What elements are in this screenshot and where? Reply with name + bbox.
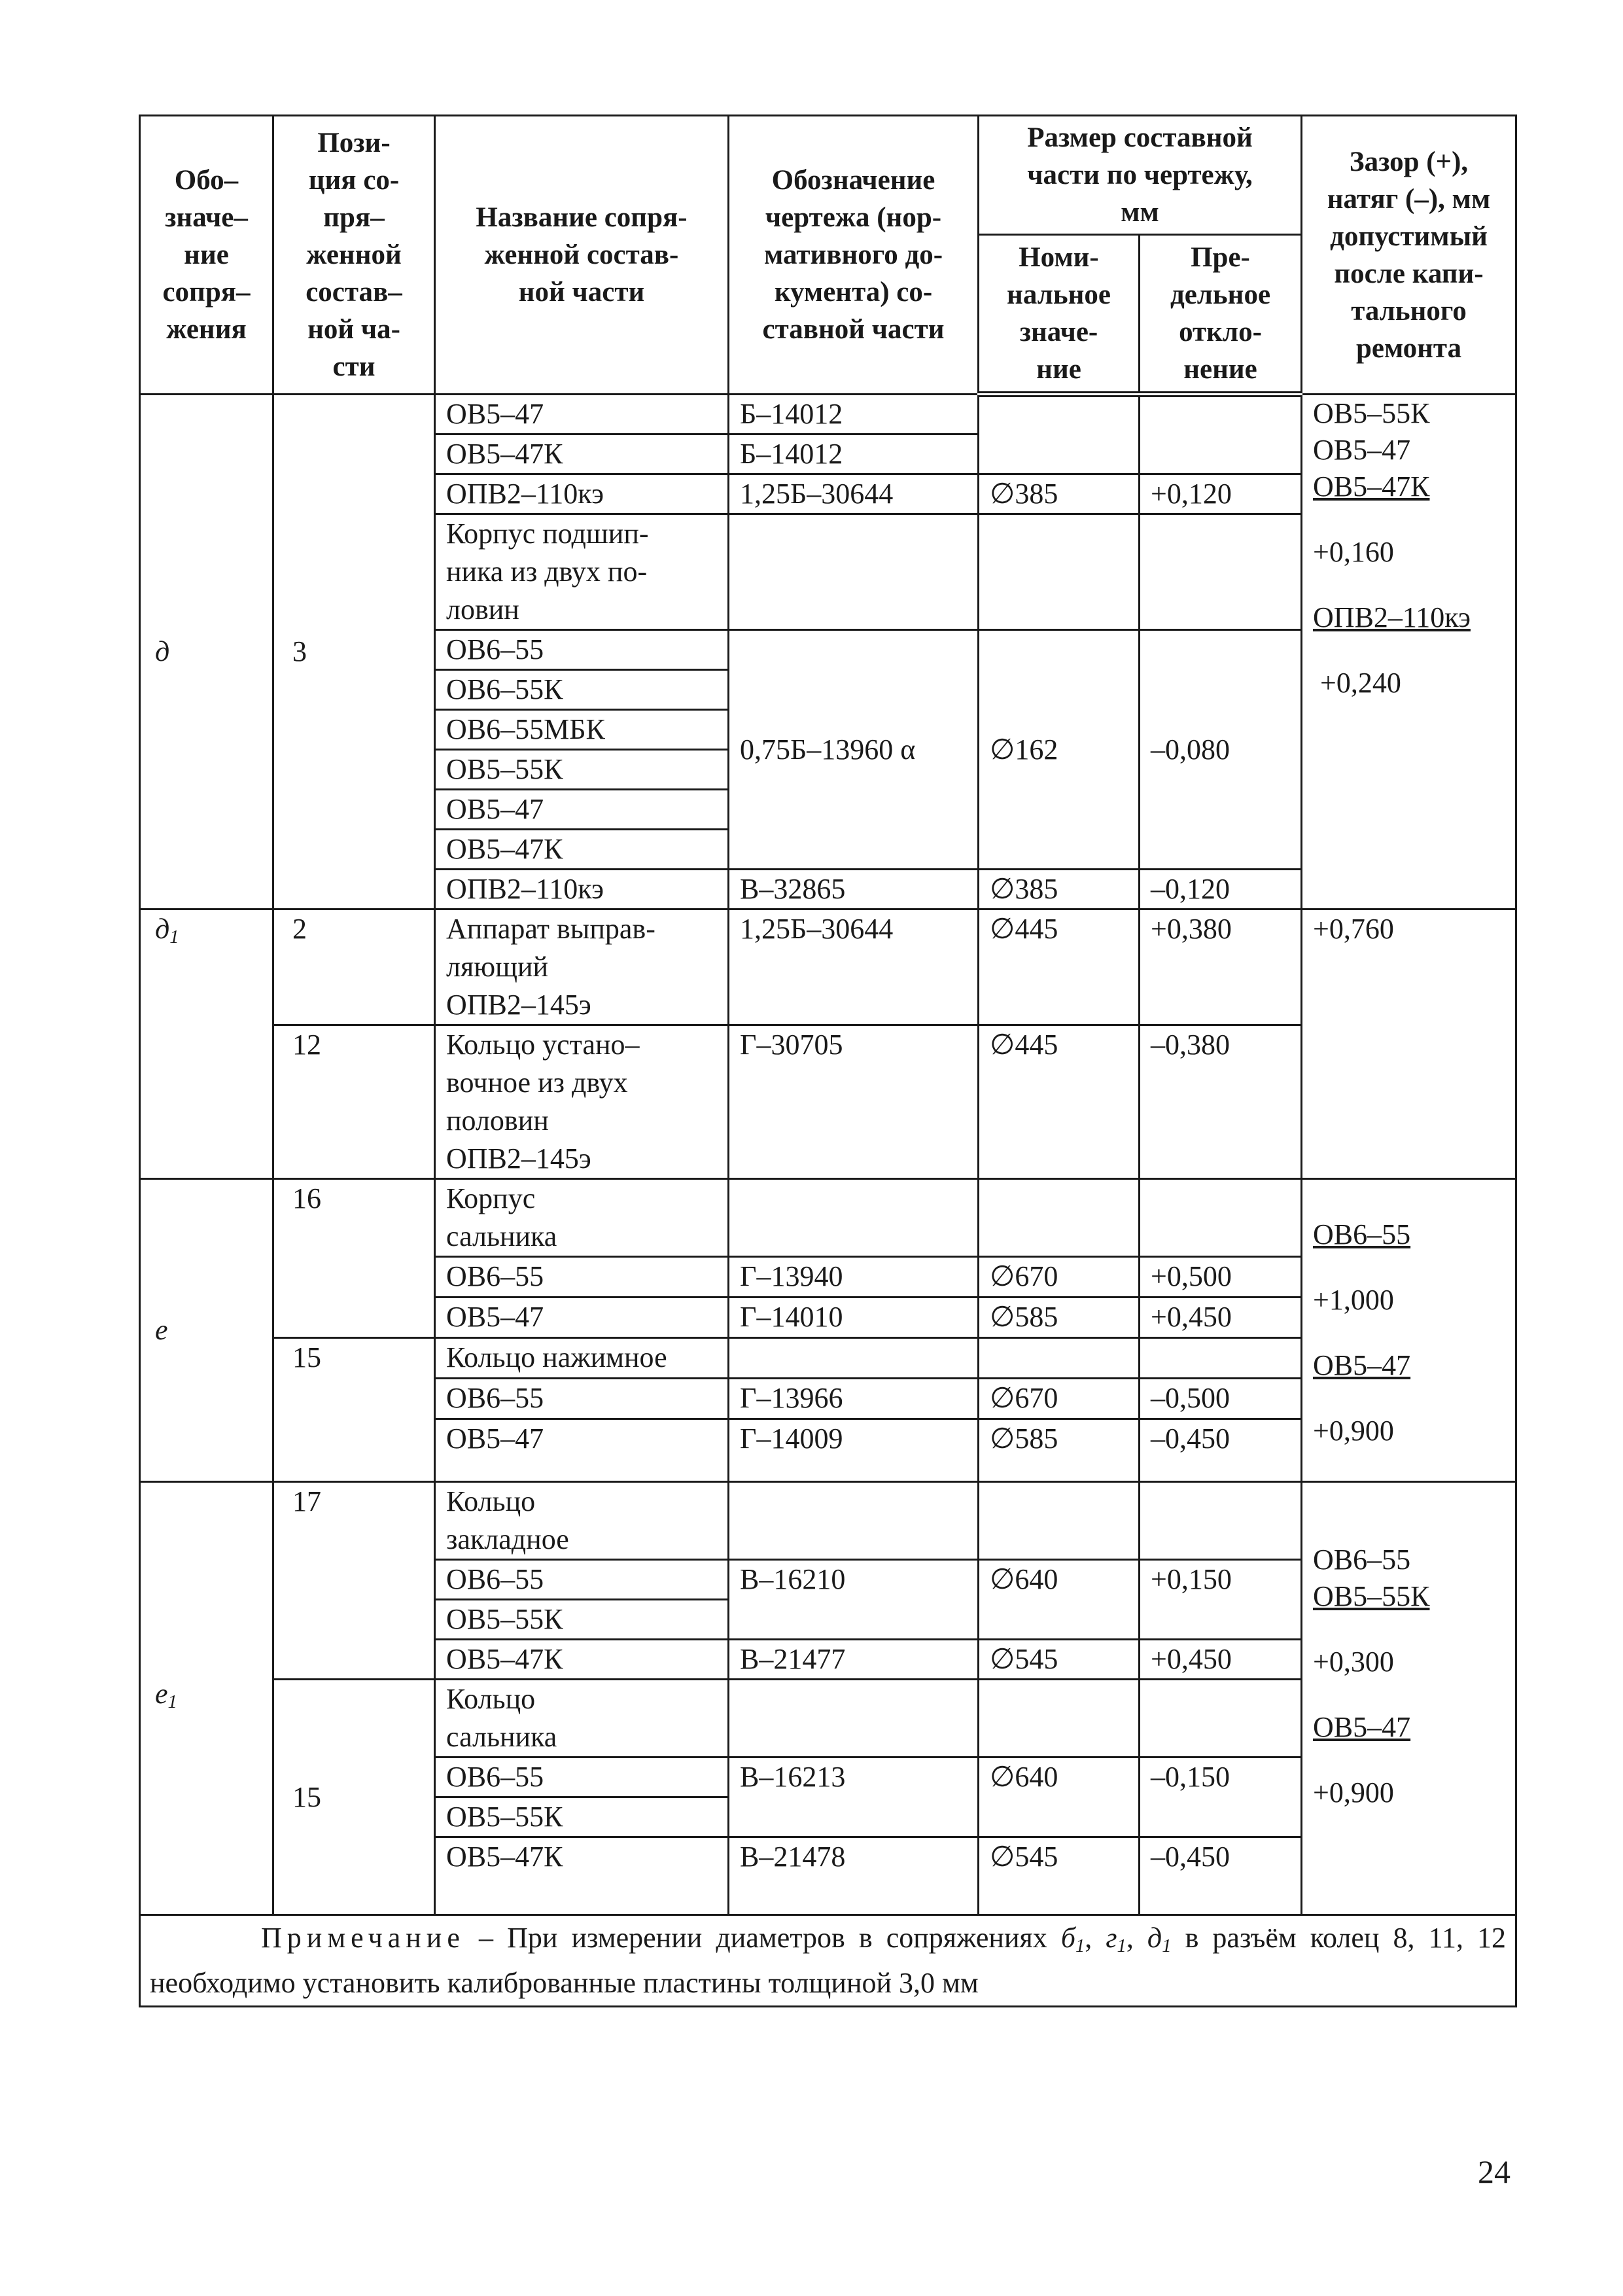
nominal-cell [979,1338,1140,1379]
part-name-cell: ОВ5–47 [435,790,729,830]
part-name-cell: ОВ5–55К [435,1797,729,1837]
clearance-line: ОПВ2–110кэ [1313,601,1471,633]
note-label: Примечание [261,1922,465,1954]
clearance-cell [1302,1482,1516,1915]
clearance-value: +0,900 [1313,1776,1394,1809]
nominal-cell: ∅585 [979,1298,1140,1338]
part-name-cell: ОВ6–55 [435,630,729,670]
deviation-cell: –0,450 [1140,1837,1302,1915]
part-name-cell: ОВ5–47 [435,1298,729,1338]
deviation-cell: –0,450 [1140,1419,1302,1482]
part-name-cell: ОВ5–55К [435,1600,729,1640]
part-name-cell: ОВ5–47 [435,395,729,434]
drawing-cell: В–32865 [729,870,979,910]
header-position: Пози- ция со- пря– женной состав– ной ча- сти [273,116,435,395]
drawing-cell [729,1338,979,1379]
nominal-cell [979,514,1140,630]
deviation-cell: –0,080 [1140,630,1302,870]
part-name-cell: ОВ5–47К [435,1640,729,1680]
part-name-cell: ОВ6–55 [435,1757,729,1797]
nominal-cell [979,1482,1140,1560]
note-row [140,1915,1516,2007]
nominal-cell [979,1179,1140,1257]
position-cell: 15 [273,1338,435,1482]
clearance-line: ОВ5–47 [1313,1711,1411,1743]
drawing-cell: Г–30705 [729,1025,979,1179]
table-row [140,1482,1516,1560]
clearance-value: +0,900 [1313,1415,1394,1447]
part-name-cell: ОПВ2–110кэ [435,474,729,514]
deviation-cell: +0,380 [1140,910,1302,1025]
part-name-cell: ОВ5–47 [435,1419,729,1482]
drawing-cell: Б–14012 [729,395,979,434]
header-part-name: Название сопря- женной состав- ной части [435,116,729,395]
group-code: е [140,1179,273,1482]
nominal-cell: ∅445 [979,1025,1140,1179]
header-drawing: Обозначение чертежа (нор- мативного до- кумента) со- ставной части [729,116,979,395]
header-size: Размер составной части по чертежу, мм [979,116,1302,235]
deviation-cell [1140,1338,1302,1379]
part-name-cell: ОВ6–55 [435,1257,729,1298]
deviation-cell: –0,120 [1140,870,1302,910]
deviation-cell [1140,1179,1302,1257]
part-name-cell: ОВ5–47К [435,434,729,474]
drawing-cell [729,514,979,630]
deviation-cell [1140,1680,1302,1757]
position-cell: 2 [273,910,435,1025]
nominal-cell: ∅385 [979,870,1140,910]
part-name-cell: ОВ5–47К [435,1837,729,1915]
part-name-cell: Кольцо сальника [435,1680,729,1757]
part-name-cell: ОВ5–55К [435,750,729,790]
header-row [140,116,1516,235]
header-nominal: Номи- нальное значе- ние [979,235,1140,395]
part-name-cell: ОВ6–55МБК [435,710,729,750]
position-cell: 15 [273,1680,435,1915]
group-code: $д_1$ [140,910,273,1179]
drawing-cell: Г–13940 [729,1257,979,1298]
nominal-cell [979,395,1140,474]
clearance-line: ОВ6–55 [1313,1544,1411,1576]
part-name-cell: Кольцо устано– вочное из двух половин ОПВ2–145э [435,1025,729,1179]
deviation-cell: +0,120 [1140,474,1302,514]
drawing-cell: Б–14012 [729,434,979,474]
clearance-cell [1302,395,1516,910]
clearance-line: ОВ5–47К [1313,470,1430,503]
note-text: Примечание – При измерении диаметров в сопряжениях $б_1$, $г_1$, $д_1$ в разъём колец 8, 11, 12 необходимо установить калиброванные пластины толщиной 3,0 мм [150,1922,1507,2000]
page-number: 24 [1478,2153,1510,2190]
header-clearance: Зазор (+), натяг (–), мм допустимый после капи- тального ремонта [1302,116,1516,395]
drawing-cell [729,1482,979,1560]
drawing-cell: 1,25Б–30644 [729,474,979,514]
table-row [140,395,1516,434]
deviation-cell [1140,395,1302,474]
header-code: Обо– значе– ние сопря– жения [140,116,273,395]
clearance-line: ОВ5–55К [1313,1580,1430,1612]
position-cell: 3 [273,395,435,910]
nominal-cell: ∅385 [979,474,1140,514]
deviation-cell: –0,380 [1140,1025,1302,1179]
part-name-cell: ОПВ2–110кэ [435,870,729,910]
clearance-value: +1,000 [1313,1284,1394,1316]
drawing-cell [729,1680,979,1757]
drawing-cell: Г–14010 [729,1298,979,1338]
table-row [140,1179,1516,1257]
note-cell [140,1915,1516,2007]
deviation-cell [1140,514,1302,630]
nominal-cell: ∅545 [979,1640,1140,1680]
clearance-value: +0,160 [1313,536,1394,568]
clearance-line: ОВ5–47 [1313,434,1411,466]
position-cell: 16 [273,1179,435,1338]
deviation-cell: +0,150 [1140,1560,1302,1640]
drawing-cell: В–16210 [729,1560,979,1640]
specification-table [139,115,1517,2007]
nominal-cell: ∅670 [979,1257,1140,1298]
group-code: $е_1$ [140,1482,273,1915]
clearance-cell [1302,1179,1516,1482]
part-name-cell: Кольцо нажимное [435,1338,729,1379]
nominal-cell: ∅640 [979,1560,1140,1640]
deviation-cell: –0,150 [1140,1757,1302,1837]
deviation-cell: +0,500 [1140,1257,1302,1298]
deviation-cell [1140,1482,1302,1560]
part-name-cell: ОВ6–55 [435,1560,729,1600]
part-name-cell: Корпус сальника [435,1179,729,1257]
drawing-cell: Г–14009 [729,1419,979,1482]
drawing-cell: 1,25Б–30644 [729,910,979,1025]
clearance-value: +0,300 [1313,1646,1394,1678]
part-name-cell: ОВ6–55К [435,670,729,710]
part-name-cell: Кольцо закладное [435,1482,729,1560]
position-cell: 17 [273,1482,435,1680]
nominal-cell: ∅585 [979,1419,1140,1482]
nominal-cell [979,1680,1140,1757]
deviation-cell: +0,450 [1140,1640,1302,1680]
drawing-cell: В–21478 [729,1837,979,1915]
clearance-line: ОВ5–55К [1313,397,1430,429]
drawing-cell: В–16213 [729,1757,979,1837]
drawing-cell [729,1179,979,1257]
drawing-cell: В–21477 [729,1640,979,1680]
drawing-cell: 0,75Б–13960 α [729,630,979,870]
nominal-cell: ∅445 [979,910,1140,1025]
table-row [140,910,1516,1025]
clearance-value: +0,240 [1313,667,1401,699]
header-deviation: Пре- дельное откло- нение [1140,235,1302,395]
nominal-cell: ∅670 [979,1379,1140,1419]
nominal-cell: ∅162 [979,630,1140,870]
part-name-cell: ОВ6–55 [435,1379,729,1419]
part-name-cell: Корпус подшип- ника из двух по- ловин [435,514,729,630]
deviation-cell: –0,500 [1140,1379,1302,1419]
deviation-cell: +0,450 [1140,1298,1302,1338]
part-name-cell: Аппарат выправ- ляющий ОПВ2–145э [435,910,729,1025]
part-name-cell: ОВ5–47К [435,830,729,870]
position-cell: 12 [273,1025,435,1179]
nominal-cell: ∅545 [979,1837,1140,1915]
nominal-cell: ∅640 [979,1757,1140,1837]
group-code: д [140,395,273,910]
clearance-cell: +0,760 [1302,910,1516,1179]
clearance-line: ОВ6–55 [1313,1218,1411,1250]
drawing-cell: Г–13966 [729,1379,979,1419]
clearance-line: ОВ5–47 [1313,1349,1411,1381]
